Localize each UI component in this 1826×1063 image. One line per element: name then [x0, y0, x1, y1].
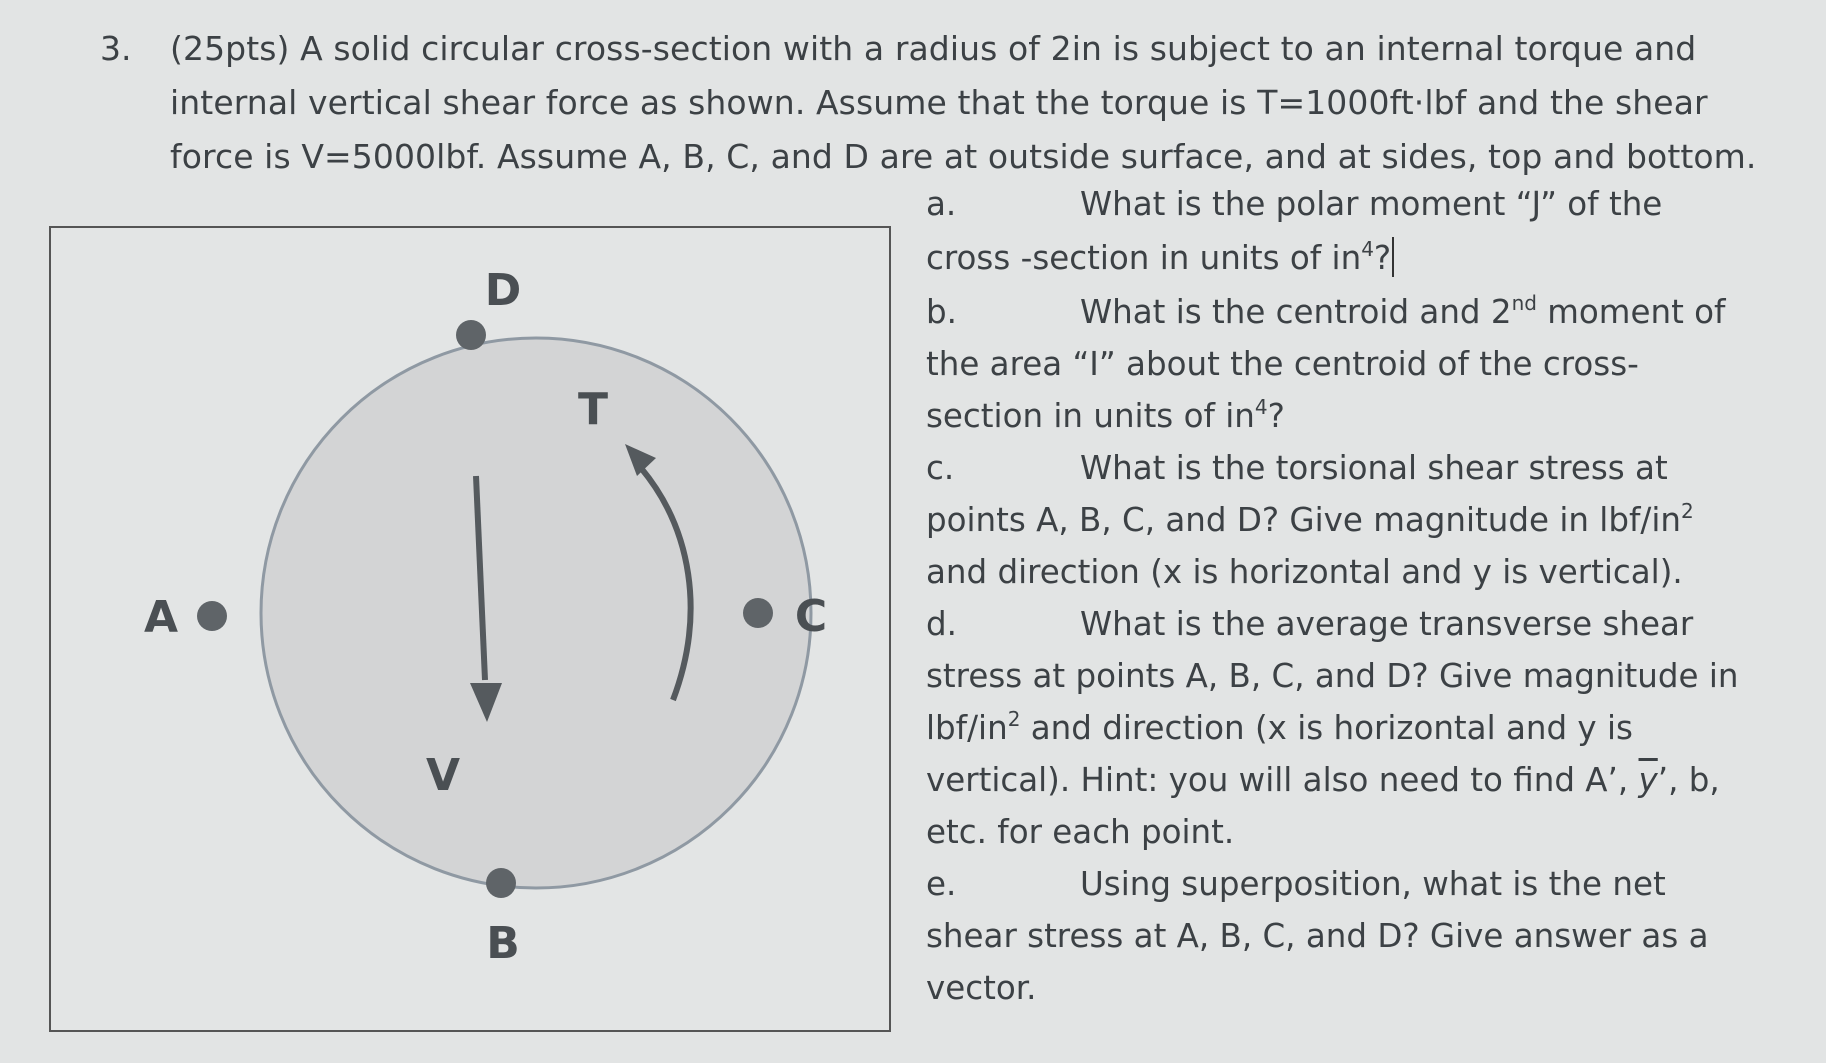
- question-text: ?: [1373, 239, 1392, 277]
- question-text: points A, B, C, and D? Give magnitude in lbf/in: [926, 501, 1681, 539]
- question-text: What is the average transverse shear: [1080, 605, 1694, 643]
- question-letter: a.: [926, 185, 957, 223]
- question-letter: e.: [926, 865, 957, 903]
- question-b: [926, 286, 1806, 442]
- question-text: stress at points A, B, C, and D? Give magnitude in: [926, 657, 1739, 695]
- question-text: What is the polar moment “J” of the: [1080, 185, 1663, 223]
- label-A: A: [143, 592, 179, 643]
- question-d: [926, 598, 1806, 858]
- problem-number: 3.: [100, 29, 132, 68]
- question-text: What is the centroid and 2: [1080, 293, 1512, 331]
- question-letter: d.: [926, 605, 957, 643]
- point-D: [456, 320, 486, 350]
- question-list: [926, 178, 1806, 1014]
- superscript: 4: [1254, 395, 1268, 419]
- y-bar-symbol: $\overline{y}$: [1638, 761, 1658, 799]
- point-B: [486, 868, 516, 898]
- question-text: lbf/in: [926, 709, 1008, 747]
- question-text: and direction (x is horizontal and y is vertical).: [926, 553, 1683, 591]
- label-D: D: [484, 265, 522, 316]
- question-text: vector.: [926, 969, 1037, 1007]
- circular-cross-section: [261, 338, 811, 888]
- question-a: [926, 178, 1806, 286]
- point-A: [197, 601, 227, 631]
- question-text: vertical). Hint: you will also need to find A’,: [926, 761, 1639, 799]
- question-letter: b.: [926, 293, 957, 331]
- point-C: [743, 598, 773, 628]
- intro-line: internal vertical shear force as shown. Assume that the torque is T=1000ft·lbf and the shear: [170, 83, 1708, 122]
- question-text: ’, b,: [1657, 761, 1720, 799]
- question-text: moment of: [1536, 293, 1726, 331]
- label-V: V: [425, 750, 461, 801]
- question-letter: c.: [926, 449, 955, 487]
- problem-intro: [170, 22, 1770, 184]
- question-c: [926, 442, 1806, 598]
- question-text: and direction (x is horizontal and y is: [1020, 709, 1633, 747]
- question-text: shear stress at A, B, C, and D? Give answer as a: [926, 917, 1709, 955]
- question-text: ?: [1267, 397, 1285, 435]
- superscript: 2: [1680, 499, 1694, 523]
- question-text: cross -section in units of in: [926, 239, 1362, 277]
- question-text: section in units of in: [926, 397, 1255, 435]
- question-text: Using superposition, what is the net: [1080, 865, 1666, 903]
- intro-line: (25pts) A solid circular cross-section with a radius of 2in is subject to an internal torque and: [170, 29, 1697, 68]
- question-text: the area “I” about the centroid of the cross-: [926, 345, 1639, 383]
- cross-section-figure: [49, 226, 891, 1032]
- label-B: B: [486, 918, 520, 969]
- question-text: etc. for each point.: [926, 813, 1235, 851]
- superscript: 2: [1007, 707, 1021, 731]
- question-e: [926, 858, 1806, 1014]
- question-text: What is the torsional shear stress at: [1080, 449, 1668, 487]
- superscript: nd: [1511, 291, 1537, 315]
- intro-line: force is V=5000lbf. Assume A, B, C, and D are at outside surface, and at sides, top and bottom.: [170, 137, 1757, 176]
- label-C: C: [794, 591, 828, 642]
- label-T: T: [577, 384, 609, 435]
- cross-section-diagram: [51, 228, 893, 1034]
- superscript: 4: [1361, 237, 1374, 261]
- text-cursor: [1392, 237, 1394, 277]
